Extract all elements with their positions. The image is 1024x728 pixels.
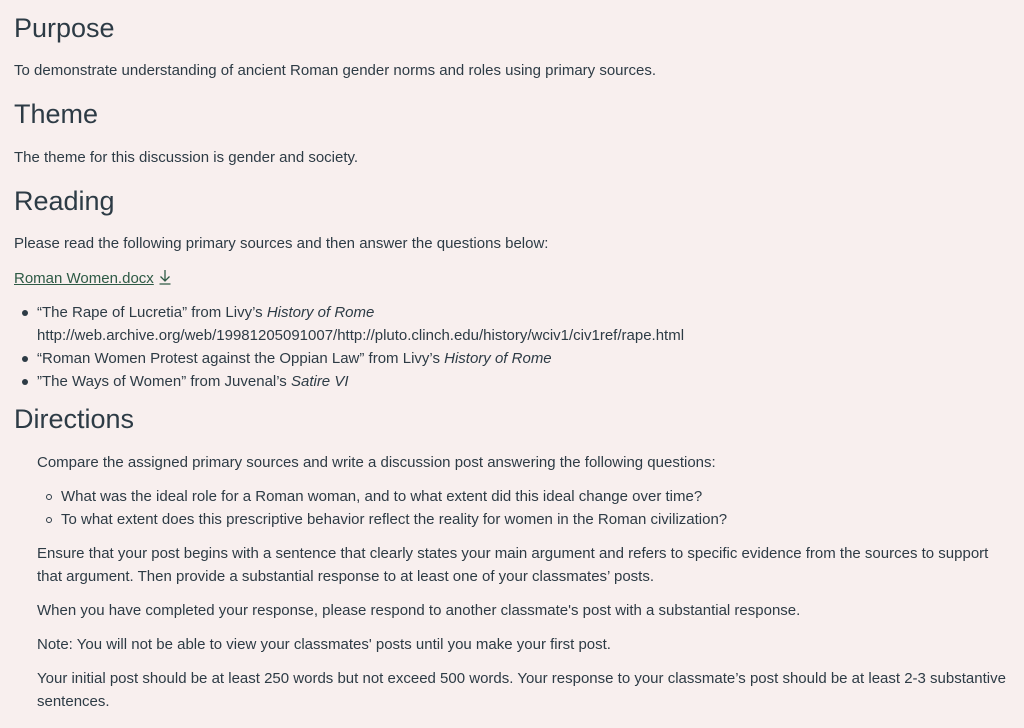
source-text: “The Rape of Lucretia” from Livy’s [37, 304, 267, 321]
directions-paragraph: Your initial post should be at least 250 words but not exceed 500 words. Your response to your classmate’s post should be at least 2-3 substantive sentences. [37, 670, 1006, 710]
directions-paragraph: When you have completed your response, please respond to another classmate's post with a substantial response. [37, 602, 801, 619]
source-work: History of Rome [266, 304, 375, 321]
download-icon[interactable] [158, 269, 172, 285]
question-text: To what extent does this prescriptive behavior reflect the reality for women in the Roman civilization? [61, 511, 728, 528]
list-item [0, 485, 727, 508]
source-text: “Roman Women Protest against the Oppian Law” from Livy’s [37, 350, 445, 367]
directions-paragraph: Note: You will not be able to view your classmates' posts until you make your first post. [37, 636, 611, 653]
question-text: What was the ideal role for a Roman woman, and to what extent did this ideal change over time? [61, 488, 703, 505]
list-item [0, 301, 684, 347]
source-work: Satire VI [290, 373, 349, 390]
sources-list [0, 301, 684, 393]
attachment-label: Roman Women.docx [14, 270, 154, 287]
source-url: http://web.archive.org/web/19981205091007/http://pluto.clinch.edu/history/wciv1/civ1ref/rape.html [37, 327, 685, 344]
directions-paragraph-block [37, 599, 1012, 622]
bullet-icon [22, 356, 28, 362]
directions-intro: Compare the assigned primary sources and write a discussion post answering the following questions: [37, 454, 716, 471]
source-work: History of Rome [444, 350, 552, 367]
circle-bullet-icon [46, 517, 52, 523]
list-item [0, 347, 684, 370]
reading-intro: Please read the following primary sources and then answer the questions below: [14, 235, 549, 252]
directions-paragraph-block [37, 633, 1012, 656]
directions-heading: Directions [14, 404, 135, 434]
questions-list [0, 485, 727, 531]
circle-bullet-icon [46, 494, 52, 500]
source-text: ”The Ways of Women” from Juvenal’s [37, 373, 291, 390]
purpose-text: To demonstrate understanding of ancient Roman gender norms and roles using primary sources. [14, 62, 657, 79]
directions-paragraph-block [37, 542, 1012, 588]
bullet-icon [22, 379, 28, 385]
purpose-heading: Purpose [14, 13, 115, 43]
bullet-icon [22, 310, 28, 316]
list-item [0, 508, 727, 531]
list-item [0, 370, 684, 393]
theme-heading: Theme [14, 99, 99, 129]
directions-paragraph-block [37, 667, 1012, 713]
directions-intro-block [37, 451, 1012, 474]
theme-text: The theme for this discussion is gender and society. [14, 149, 359, 166]
roman-women-docx-link[interactable] [14, 267, 172, 290]
reading-heading: Reading [14, 186, 115, 216]
directions-paragraph: Ensure that your post begins with a sentence that clearly states your main argument and refers to specific evidence from the sources to support that argument. Then provide a substantial response to at least one of your classmates’ posts. [37, 545, 989, 585]
